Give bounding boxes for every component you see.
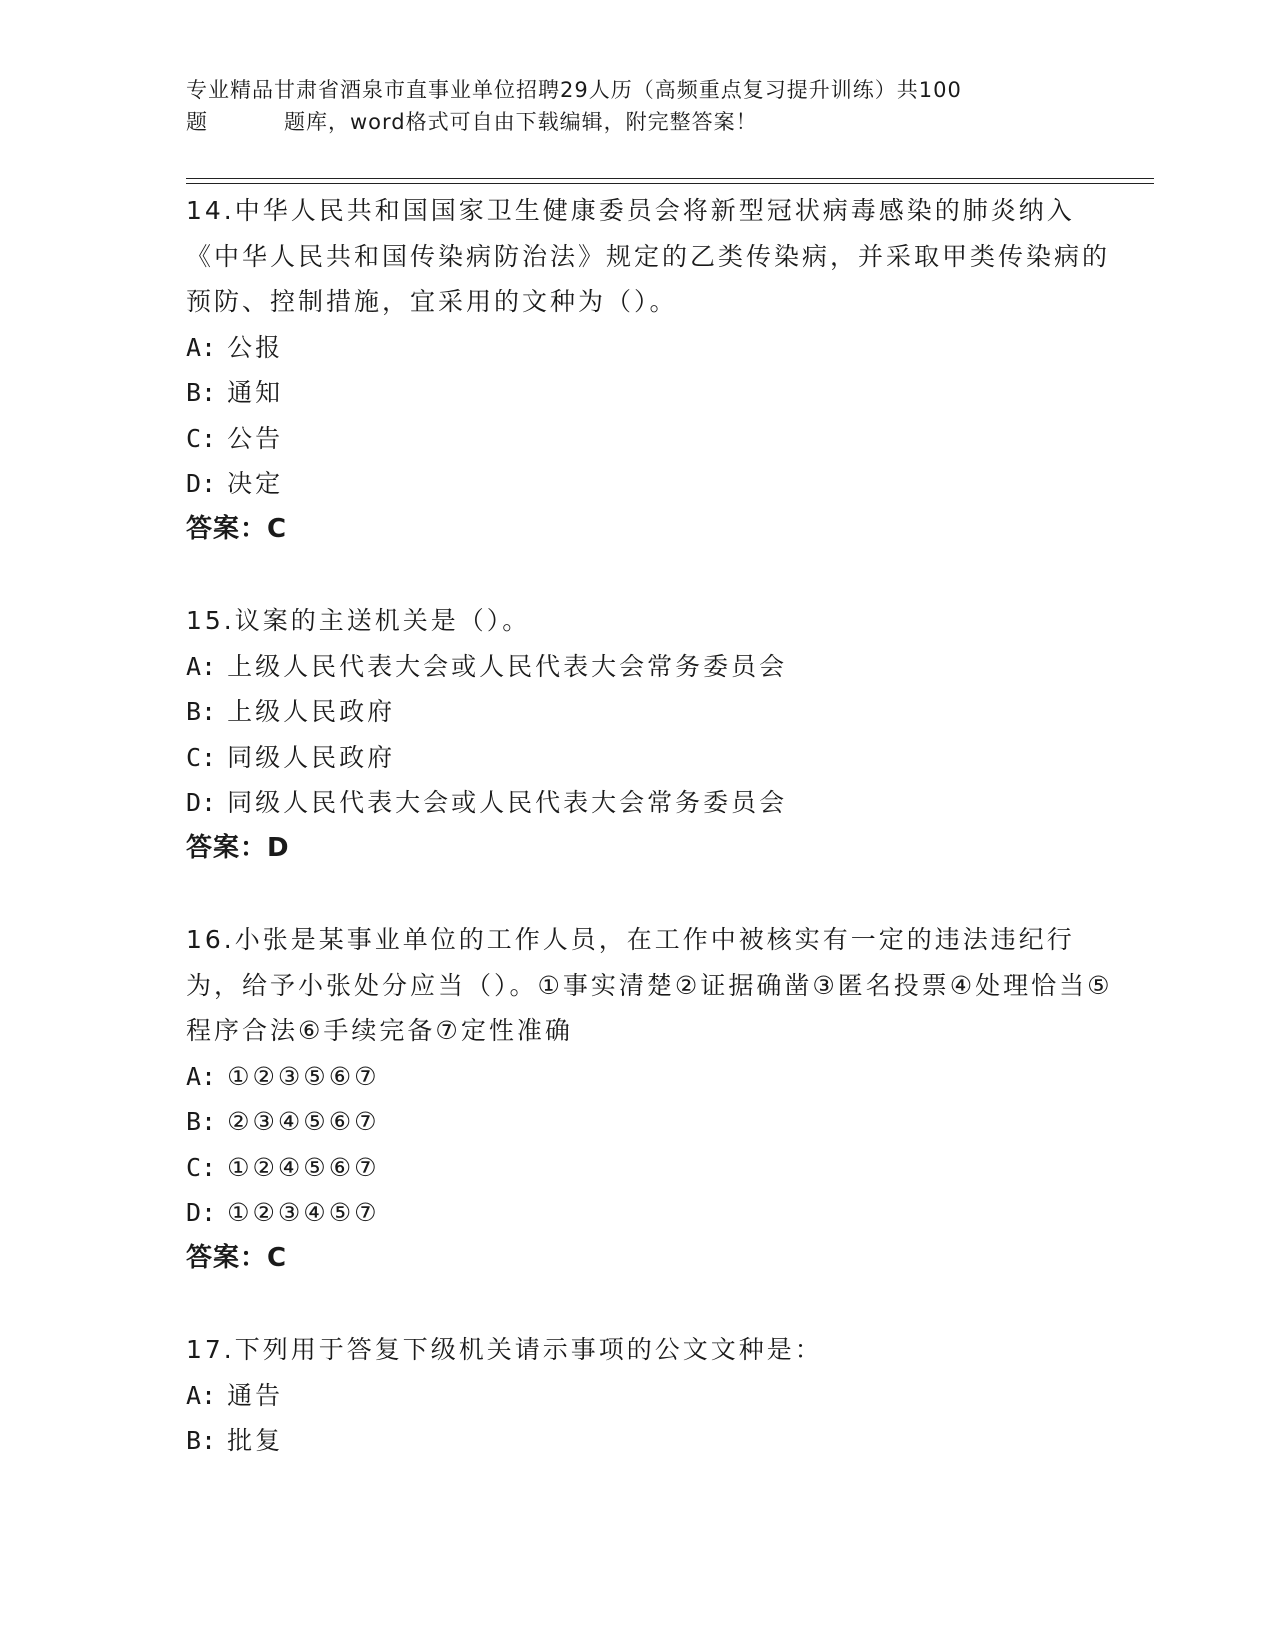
header-divider-bottom — [186, 183, 1154, 184]
answer: 答案：C — [186, 1242, 288, 1273]
question-16 — [186, 917, 1116, 1281]
option-d — [186, 461, 1116, 507]
option-a — [186, 1054, 1116, 1100]
option-text: 决定 — [227, 469, 284, 498]
option-text: ①②③⑤⑥⑦ — [227, 1061, 380, 1091]
option-text: 通告 — [227, 1380, 284, 1410]
header-title-line2-left: 题 — [186, 110, 208, 134]
header-title-line2-right: 题库，word格式可自由下载编辑，附完整答案！ — [284, 110, 758, 134]
option-c — [186, 416, 1116, 462]
option-text: 公报 — [227, 332, 284, 362]
option-label: C: — [186, 742, 217, 772]
option-c — [186, 1145, 1116, 1191]
option-a — [186, 325, 1116, 371]
option-label: B: — [186, 697, 217, 726]
question-15 — [186, 598, 1116, 871]
option-d — [186, 780, 1116, 826]
option-label: C: — [186, 1152, 217, 1182]
option-a — [186, 644, 1116, 690]
option-text: ①②③④⑤⑦ — [227, 1198, 380, 1227]
option-label: A: — [186, 1061, 217, 1091]
header-title-line2 — [186, 106, 1106, 138]
option-text: ①②④⑤⑥⑦ — [227, 1152, 380, 1182]
option-c — [186, 735, 1116, 781]
answer: 答案：D — [186, 832, 290, 863]
option-b — [186, 1418, 1116, 1464]
option-label: D: — [186, 469, 217, 498]
option-text: 批复 — [227, 1426, 284, 1455]
question-stem: 14.中华人民共和国国家卫生健康委员会将新型冠状病毒感染的肺炎纳入《中华人民共和国传染病防治法》规定的乙类传染病，并采取甲类传染病的预防、控制措施，宜采用的文种为（）。 — [186, 196, 1111, 316]
option-text: 上级人民代表大会或人民代表大会常务委员会 — [227, 651, 788, 681]
option-label: A: — [186, 651, 217, 681]
option-a — [186, 1373, 1116, 1419]
option-text: 同级人民政府 — [227, 742, 396, 772]
option-text: 上级人民政府 — [227, 697, 396, 726]
question-stem: 17.下列用于答复下级机关请示事项的公文文种是： — [186, 1335, 823, 1364]
option-label: B: — [186, 378, 217, 407]
question-14 — [186, 188, 1116, 552]
document-header — [186, 74, 1106, 138]
option-b — [186, 370, 1116, 416]
option-label: A: — [186, 1380, 217, 1410]
option-text: ②③④⑤⑥⑦ — [227, 1107, 380, 1136]
option-b — [186, 689, 1116, 735]
answer: 答案：C — [186, 513, 288, 544]
option-label: B: — [186, 1426, 217, 1455]
question-17 — [186, 1327, 1116, 1464]
option-text: 公告 — [227, 423, 284, 453]
option-label: D: — [186, 788, 217, 817]
question-stem: 15.议案的主送机关是（）。 — [186, 606, 531, 635]
option-label: B: — [186, 1107, 217, 1136]
option-text: 同级人民代表大会或人民代表大会常务委员会 — [227, 788, 788, 817]
option-label: A: — [186, 332, 217, 362]
option-text: 通知 — [227, 378, 284, 407]
option-d — [186, 1190, 1116, 1236]
option-label: C: — [186, 423, 217, 453]
question-stem: 16.小张是某事业单位的工作人员，在工作中被核实有一定的违法违纪行为，给予小张处分应当（）。①事实清楚②证据确凿③匿名投票④处理恰当⑤程序合法⑥手续完备⑦定性准确 — [186, 925, 1113, 1045]
question-list — [186, 188, 1116, 1510]
option-b — [186, 1099, 1116, 1145]
option-label: D: — [186, 1198, 217, 1227]
header-title-line1: 专业精品甘肃省酒泉市直事业单位招聘29人历（高频重点复习提升训练）共100 — [186, 78, 962, 102]
header-divider-top — [186, 178, 1154, 179]
